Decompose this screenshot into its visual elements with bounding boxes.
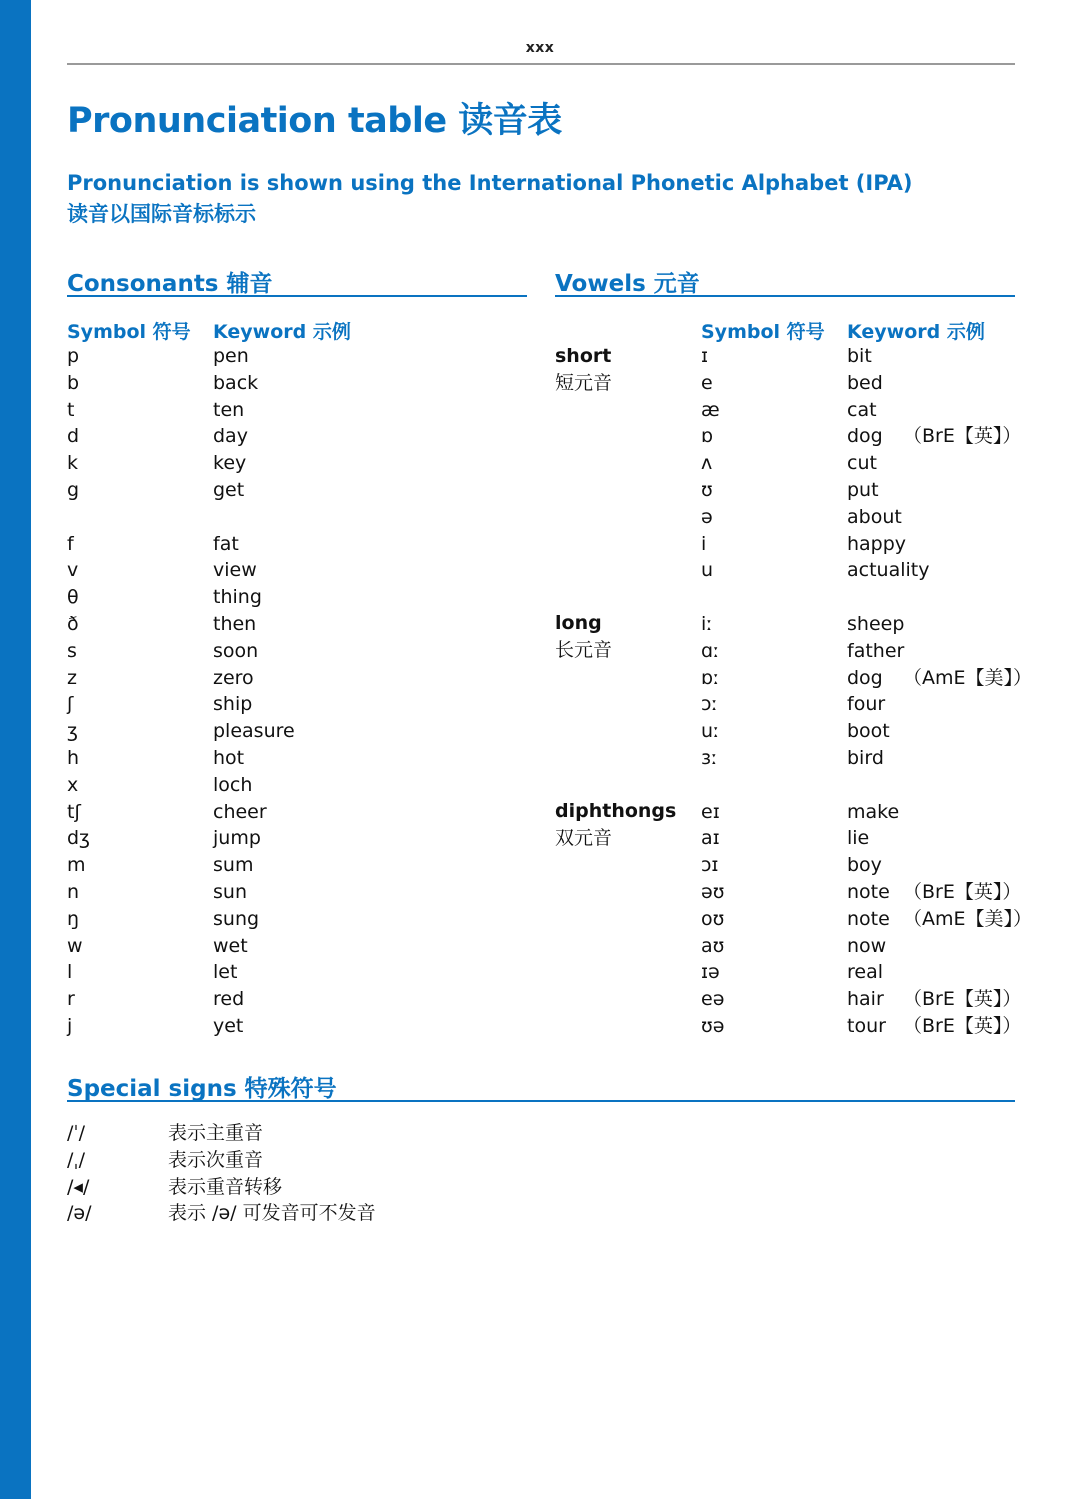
vowel-group-long xyxy=(555,610,612,664)
consonant-symbol: x xyxy=(67,773,79,796)
vowel-keyword: put xyxy=(847,479,879,501)
vowel-symbol: uː xyxy=(701,720,720,743)
consonant-symbol: j xyxy=(67,1015,73,1037)
vowel-keyword: dog xyxy=(847,666,883,689)
vowels-symbol-header: Symbol 符号 xyxy=(701,321,825,343)
consonant-keyword: yet xyxy=(213,1015,244,1037)
vowel-variant-note: （BrE【英】） xyxy=(903,988,1022,1011)
vowel-keyword: now xyxy=(847,934,887,957)
vowel-symbol: i xyxy=(701,532,707,555)
special-signs-divider xyxy=(67,1100,1015,1102)
vowel-symbol: eɪ xyxy=(701,800,720,823)
consonant-symbol: b xyxy=(67,371,80,394)
vowel-symbol: ʊ xyxy=(701,479,713,501)
consonant-symbol: g xyxy=(67,479,80,501)
consonant-keyword: ten xyxy=(213,398,245,421)
vowel-keyword: boot xyxy=(847,720,890,743)
consonant-keyword: sun xyxy=(213,881,247,903)
vowel-keyword: about xyxy=(847,505,902,528)
consonant-keyword: loch xyxy=(213,773,253,796)
vowel-keyword: boy xyxy=(847,854,882,877)
page-header-code: xxx xyxy=(525,40,555,56)
vowel-group-short-label: short xyxy=(555,345,612,367)
consonants-symbol-header: Symbol 符号 xyxy=(67,321,191,343)
consonant-keyword: get xyxy=(213,479,245,501)
consonant-symbol: k xyxy=(67,452,79,475)
intro-line-en: Pronunciation is shown using the International Phonetic Alphabet (IPA) xyxy=(67,171,913,195)
vowel-symbol: oʊ xyxy=(701,907,725,930)
vowel-symbol: u xyxy=(701,559,714,582)
vowels-heading: Vowels 元音 xyxy=(555,271,700,297)
special-sign-description: 表示次重音 xyxy=(168,1148,264,1171)
vowel-variant-note: （BrE【英】） xyxy=(903,1015,1022,1037)
consonant-symbol: ð xyxy=(67,613,79,635)
vowel-symbol: ɑː xyxy=(701,639,720,662)
consonant-symbol: m xyxy=(67,854,86,877)
vowels-keyword-header: Keyword 示例 xyxy=(847,321,985,343)
vowel-variant-note: （AmE【美】） xyxy=(903,666,1033,689)
consonant-keyword: thing xyxy=(213,586,262,609)
vowel-group-diphthongs-label-zh: 双元音 xyxy=(555,827,613,849)
consonant-symbol: p xyxy=(67,345,80,367)
special-sign-description: 表示 /ə/ 可发音可不发音 xyxy=(168,1202,376,1225)
vowel-symbol: ʊə xyxy=(701,1015,725,1037)
consonants-divider xyxy=(67,295,527,297)
vowel-keyword: cat xyxy=(847,398,877,421)
consonant-keyword: let xyxy=(213,961,238,984)
vowel-symbol: e xyxy=(701,371,713,394)
vowel-keyword: note xyxy=(847,881,890,903)
consonant-keyword: pen xyxy=(213,345,249,367)
vowel-group-long-label: long xyxy=(555,612,602,634)
special-sign-description: 表示主重音 xyxy=(168,1122,264,1144)
consonant-symbol: d xyxy=(67,425,80,448)
consonant-keyword: red xyxy=(213,988,245,1011)
vowel-keyword: bed xyxy=(847,371,883,394)
vowel-symbol: əʊ xyxy=(701,881,725,903)
vowel-keyword: tour xyxy=(847,1015,886,1037)
consonant-symbol: n xyxy=(67,881,80,903)
header-divider xyxy=(67,63,1015,65)
consonant-keyword: fat xyxy=(213,532,239,555)
vowel-keyword: happy xyxy=(847,532,907,555)
consonant-keyword: then xyxy=(213,613,257,635)
vowel-keyword: lie xyxy=(847,827,870,850)
consonants-heading: Consonants 辅音 xyxy=(67,271,273,297)
consonant-keyword: hot xyxy=(213,747,245,769)
page-sidebar-bar xyxy=(0,0,31,1499)
vowel-symbol: ɔː xyxy=(701,693,718,716)
vowel-keyword: bird xyxy=(847,747,884,769)
consonant-symbol: r xyxy=(67,988,75,1011)
vowel-keyword: dog xyxy=(847,425,883,448)
consonant-symbol: t xyxy=(67,398,75,421)
consonant-symbol: ŋ xyxy=(67,907,80,930)
consonant-keyword: key xyxy=(213,452,247,475)
consonant-keyword: sum xyxy=(213,854,254,877)
vowels-divider xyxy=(555,295,1015,297)
consonant-keyword: back xyxy=(213,371,259,394)
special-sign-symbol: /◂/ xyxy=(67,1175,90,1198)
vowel-symbol: ə xyxy=(701,505,713,528)
vowel-group-diphthongs-label: diphthongs xyxy=(555,800,677,822)
vowel-group-short-label-zh: 短元音 xyxy=(555,372,613,394)
consonant-keyword: ship xyxy=(213,693,253,716)
consonant-keyword: wet xyxy=(213,934,248,957)
consonant-keyword: cheer xyxy=(213,800,267,823)
consonant-symbol: s xyxy=(67,639,77,662)
vowel-symbol: ɪ xyxy=(701,345,709,367)
vowel-keyword: make xyxy=(847,800,900,823)
consonant-keyword: zero xyxy=(213,666,254,689)
consonant-symbol: f xyxy=(67,532,74,555)
consonant-symbol: dʒ xyxy=(67,827,91,850)
vowel-keyword: note xyxy=(847,907,890,930)
vowel-keyword: father xyxy=(847,639,905,662)
intro-text xyxy=(67,168,913,230)
vowel-symbol: ʌ xyxy=(701,452,713,475)
vowel-symbol: eə xyxy=(701,988,725,1011)
vowel-keyword: real xyxy=(847,961,884,984)
consonant-keyword: pleasure xyxy=(213,720,295,743)
consonant-symbol: ʃ xyxy=(67,693,74,716)
vowel-variant-note: （BrE【英】） xyxy=(903,425,1022,448)
vowel-group-short xyxy=(555,343,612,397)
consonants-keyword-header: Keyword 示例 xyxy=(213,321,351,343)
vowel-variant-note: （BrE【英】） xyxy=(903,881,1022,903)
consonant-symbol: θ xyxy=(67,586,79,609)
consonant-keyword: soon xyxy=(213,639,259,662)
vowel-keyword: bit xyxy=(847,345,872,367)
vowel-keyword: actuality xyxy=(847,559,930,582)
consonant-symbol: l xyxy=(67,961,73,984)
consonant-symbol: z xyxy=(67,666,77,689)
consonant-symbol: w xyxy=(67,934,83,957)
consonant-symbol: v xyxy=(67,559,79,582)
vowel-symbol: ɒː xyxy=(701,666,720,689)
vowel-symbol: ɪə xyxy=(701,961,720,984)
special-sign-symbol: /ˌ/ xyxy=(67,1148,86,1171)
vowel-symbol: æ xyxy=(701,398,720,421)
special-sign-symbol: /ˈ/ xyxy=(67,1122,86,1144)
vowel-keyword: cut xyxy=(847,452,877,475)
vowel-group-long-label-zh: 长元音 xyxy=(555,639,613,661)
consonant-keyword: sung xyxy=(213,907,260,930)
consonant-symbol: h xyxy=(67,747,80,769)
vowel-symbol: iː xyxy=(701,613,713,635)
vowel-symbol: ɒ xyxy=(701,425,714,448)
special-sign-description: 表示重音转移 xyxy=(168,1175,283,1198)
vowel-symbol: aʊ xyxy=(701,934,725,957)
vowel-keyword: sheep xyxy=(847,613,905,635)
special-sign-symbol: /ə/ xyxy=(67,1202,92,1225)
consonant-keyword: day xyxy=(213,425,248,448)
consonant-symbol: tʃ xyxy=(67,800,81,823)
page-title: Pronunciation table 读音表 xyxy=(67,101,562,141)
vowel-symbol: ɜː xyxy=(701,747,718,769)
vowel-group-diphthongs xyxy=(555,798,676,852)
consonant-keyword: jump xyxy=(213,827,261,850)
special-signs-heading: Special signs 特殊符号 xyxy=(67,1076,337,1102)
consonant-symbol: ʒ xyxy=(67,720,78,743)
intro-line-zh: 读音以国际音标标示 xyxy=(67,202,256,226)
vowel-symbol: aɪ xyxy=(701,827,720,850)
vowel-symbol: ɔɪ xyxy=(701,854,719,877)
consonant-keyword: view xyxy=(213,559,257,582)
vowel-keyword: hair xyxy=(847,988,884,1011)
vowel-keyword: four xyxy=(847,693,886,716)
vowel-variant-note: （AmE【美】） xyxy=(903,907,1033,930)
